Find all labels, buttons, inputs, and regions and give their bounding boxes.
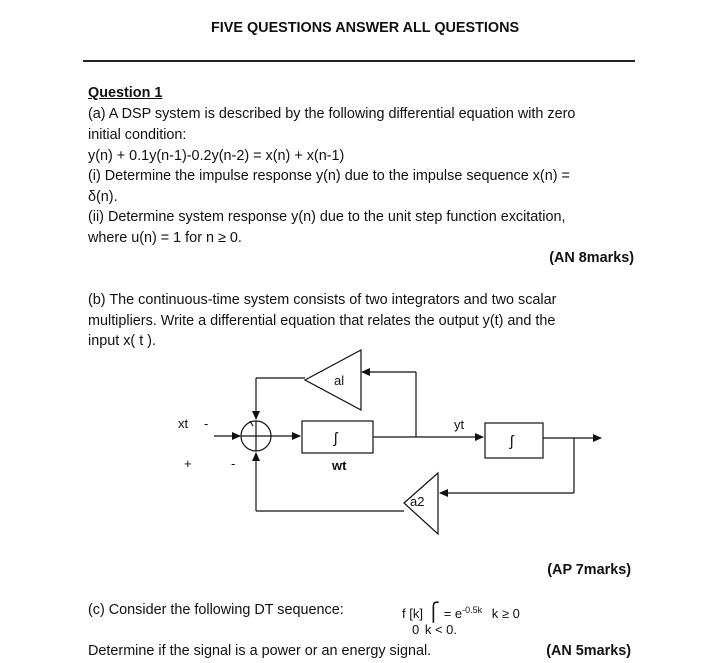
integrator2-box bbox=[485, 423, 543, 458]
part-c-prompt: (c) Consider the following DT sequence: bbox=[88, 602, 344, 618]
seq-lhs: f [k] bbox=[402, 606, 423, 621]
part-a-item-i-line1: (i) Determine the impulse response y(n) due to the impulse sequence x(n) = bbox=[88, 168, 570, 184]
input-minus-label: - bbox=[204, 416, 209, 431]
part-b-line3: input x( t ). bbox=[88, 333, 156, 349]
part-a-line2: initial condition: bbox=[88, 127, 187, 143]
gain1-label: al bbox=[334, 373, 345, 388]
integrator1-symbol: ʃ bbox=[334, 430, 338, 447]
part-c-question: Determine if the signal is a power or an energy signal. bbox=[88, 643, 432, 659]
plus-label: + bbox=[184, 456, 192, 471]
seq-cond1: k ≥ 0 bbox=[491, 606, 520, 621]
part-a-item-i-line2: δ(n). bbox=[88, 189, 118, 205]
part-a-equation: y(n) + 0.1y(n-1)-0.2y(n-2) = x(n) + x(n-1) bbox=[88, 148, 345, 164]
part-b-marks: (AP 7marks) bbox=[547, 562, 631, 578]
seq-cond2: k < 0. bbox=[424, 622, 458, 637]
part-a-item-ii-line1: (ii) Determine system response y(n) due to the unit step function excitation, bbox=[88, 209, 566, 225]
gain2-label: a2 bbox=[410, 494, 425, 509]
part-a-item-ii-line2: where u(n) = 1 for n ≥ 0. bbox=[88, 230, 242, 246]
gain1-triangle bbox=[305, 350, 361, 410]
part-a-line1: (a) A DSP system is described by the following differential equation with zero bbox=[88, 106, 576, 122]
seq-zero: 0 bbox=[412, 622, 420, 637]
input-label: xt bbox=[178, 416, 189, 431]
question-heading: Question 1 bbox=[88, 85, 163, 101]
wt-label: wt bbox=[332, 458, 347, 473]
integrator1-box bbox=[302, 421, 373, 453]
part-b-line1: (b) The continuous-time system consists of two integrators and two scalar bbox=[88, 292, 557, 308]
part-c-sequence-row2 bbox=[412, 620, 457, 640]
integrator2-symbol: ʃ bbox=[510, 433, 514, 450]
yt-label: yt bbox=[454, 417, 465, 432]
minus-label: - bbox=[231, 456, 236, 471]
part-b-line2: multipliers. Write a differential equation that relates the output y(t) and the bbox=[88, 313, 556, 329]
seq-eq: = e bbox=[443, 606, 463, 621]
seq-exponent: -0.5k bbox=[462, 605, 483, 615]
page-title: FIVE QUESTIONS ANSWER ALL QUESTIONS bbox=[211, 20, 520, 36]
part-a-marks: (AN 8marks) bbox=[549, 250, 634, 266]
part-c-marks: (AN 5marks) bbox=[546, 643, 631, 659]
seq-brace: ⎧ bbox=[426, 602, 441, 622]
